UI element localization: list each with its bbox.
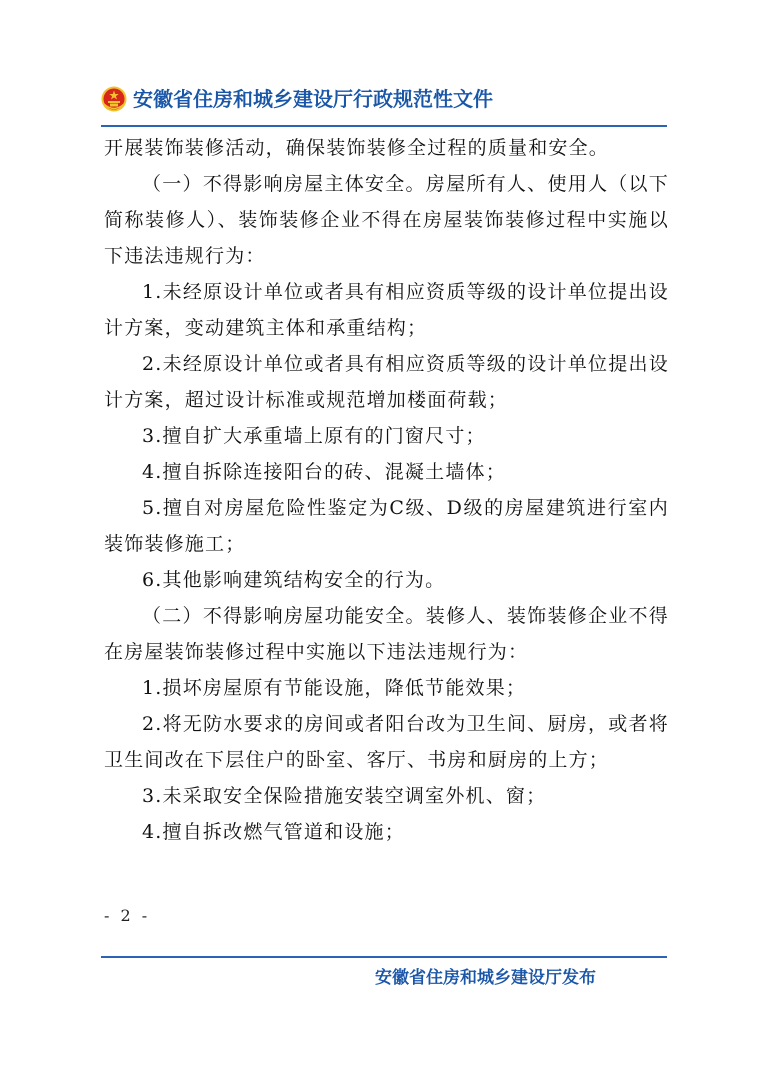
national-emblem-icon: [101, 86, 127, 112]
document-header: [101, 80, 667, 128]
body-paragraph: 4.擅自拆改燃气管道和设施；: [142, 821, 405, 843]
body-paragraph: 2.将无防水要求的房间或者阳台改为卫生间、厨房，或者将卫生间改在下层住户的卧室、客厅、书房和厨房的上方；: [104, 713, 669, 771]
body-paragraph: （二）不得影响房屋功能安全。装修人、装饰装修企业不得在房屋装饰装修过程中实施以下违法违规行为：: [104, 605, 669, 663]
document-body: [104, 130, 669, 850]
body-paragraph: 5.擅自对房屋危险性鉴定为C级、D级的房屋建筑进行室内装饰装修施工；: [104, 497, 669, 555]
header-title: 安徽省住房和城乡建设厅行政规范性文件: [133, 87, 493, 111]
body-paragraph: 3.擅自扩大承重墙上原有的门窗尺寸；: [142, 425, 486, 447]
page-number: - 2 -: [104, 906, 151, 925]
body-paragraph: 1.损坏房屋原有节能设施，降低节能效果；: [142, 677, 527, 699]
body-paragraph: 1.未经原设计单位或者具有相应资质等级的设计单位提出设计方案，变动建筑主体和承重结构；: [104, 281, 669, 339]
body-paragraph: 6.其他影响建筑结构安全的行为。: [142, 569, 446, 591]
footer-publisher: 安徽省住房和城乡建设厅发布: [375, 968, 596, 988]
body-paragraph: （一）不得影响房屋主体安全。房屋所有人、使用人（以下简称装修人）、装饰装修企业不得在房屋装饰装修过程中实施以下违法违规行为：: [104, 173, 669, 267]
body-paragraph: 开展装饰装修活动，确保装饰装修全过程的质量和安全。: [104, 137, 610, 159]
footer-divider: [101, 956, 667, 958]
body-paragraph: 4.擅自拆除连接阳台的砖、混凝土墙体；: [142, 461, 506, 483]
body-paragraph: 3.未采取安全保险措施安装空调室外机、窗；: [142, 785, 547, 807]
body-paragraph: 2.未经原设计单位或者具有相应资质等级的设计单位提出设计方案，超过设计标准或规范增加楼面荷载；: [104, 353, 669, 411]
header-divider: [101, 125, 667, 127]
